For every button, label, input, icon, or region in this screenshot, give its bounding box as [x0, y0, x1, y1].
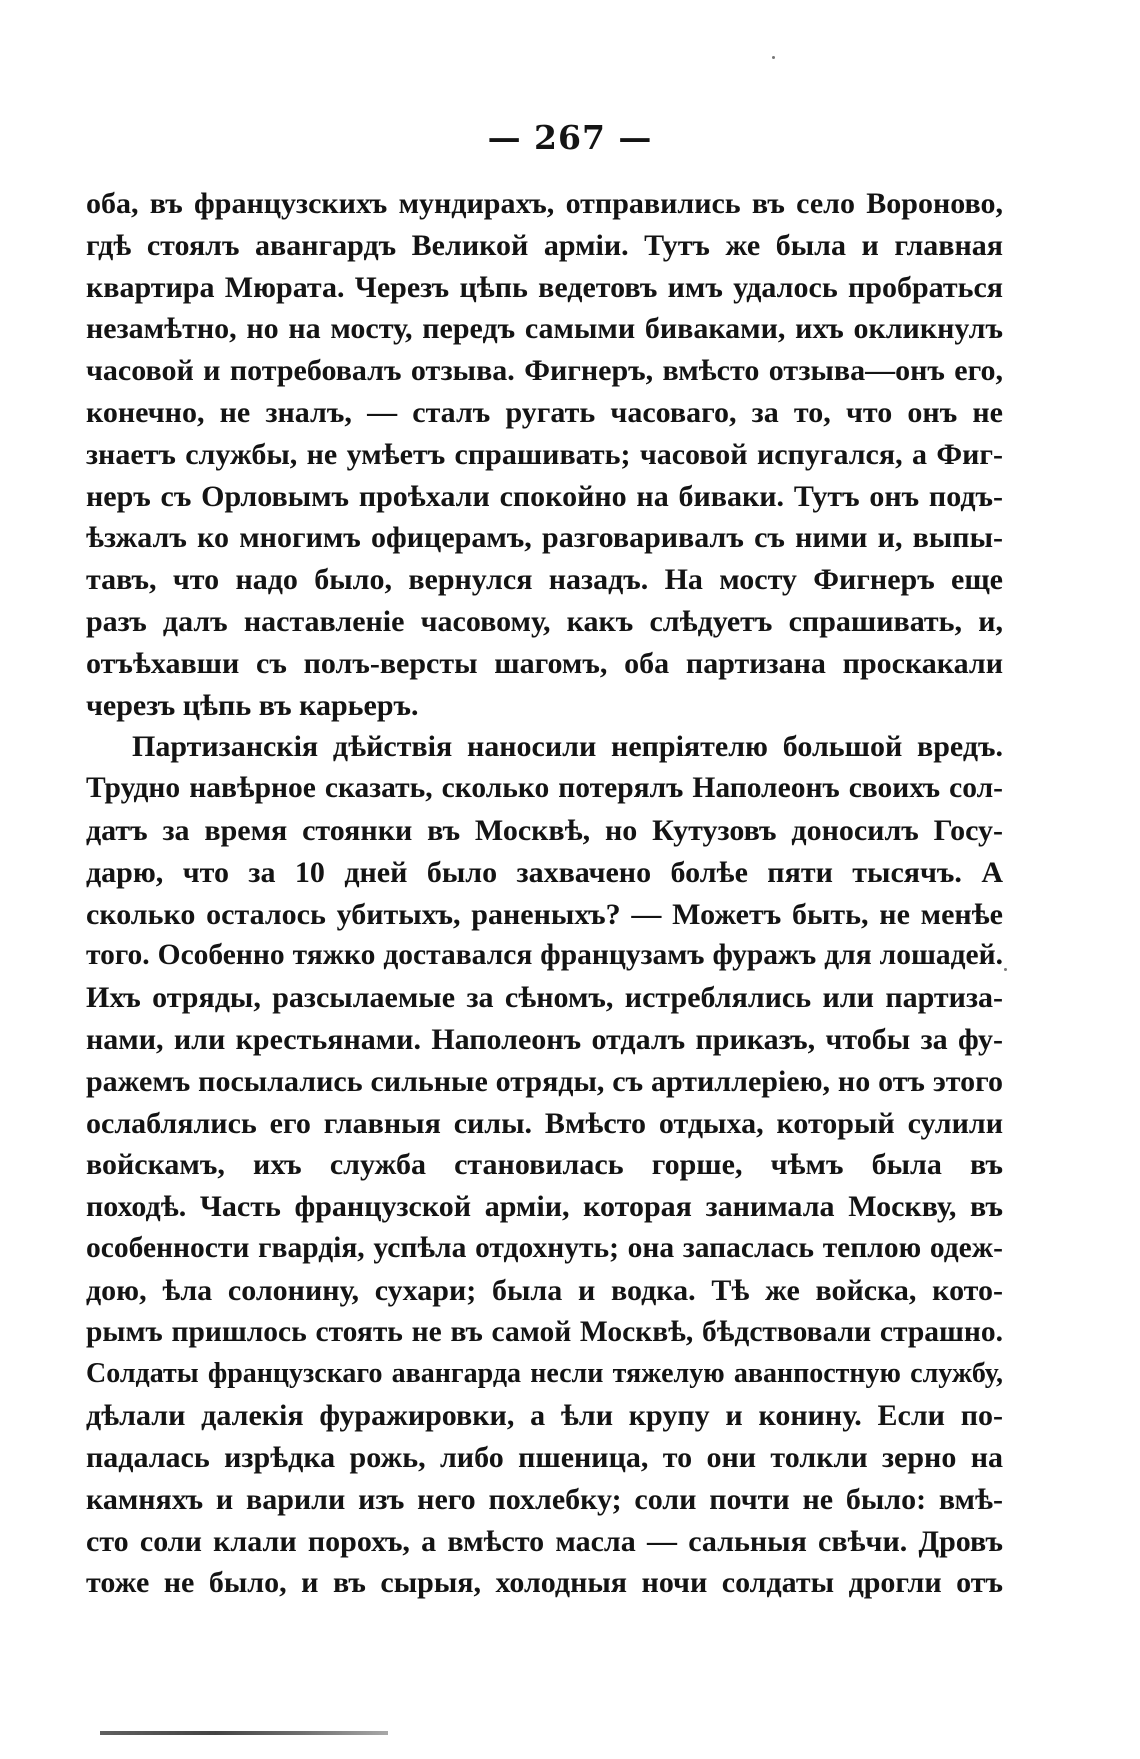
text-line: ѣзжалъ ко многимъ офицерамъ, разговаривалъ съ ними и, выпы-	[86, 521, 1003, 555]
text-line: особенности гвардія, успѣла отдохнуть; она запаслась теплою одеж-	[86, 1231, 1003, 1264]
body-text	[86, 183, 1003, 1604]
text-line: ражемъ посылались сильные отряды, съ артиллеріею, но отъ этого	[86, 1064, 1003, 1098]
text-line: войскамъ, ихъ служба становилась горше, чѣмъ была въ	[86, 1148, 1003, 1182]
text-line: Солдаты французскаго авангарда несли тяжелую аванпостную службу,	[86, 1358, 1003, 1390]
print-speck	[1004, 968, 1007, 971]
paragraph-2	[86, 726, 1003, 1604]
text-line: походѣ. Часть французской арміи, которая занимала Москву, въ	[86, 1190, 1003, 1224]
text-line: падалась изрѣдка рожь, либо пшеница, то они толкли зерно на	[86, 1440, 1003, 1474]
text-line: гдѣ стоялъ авангардъ Великой арміи. Тутъ же была и главная	[86, 228, 1003, 262]
text-line: ослаблялись его главныя силы. Вмѣсто отдыха, который сулили	[86, 1106, 1003, 1140]
text-line: разъ далъ наставленіе часовому, какъ слѣдуетъ спрашивать, и,	[86, 604, 1003, 638]
text-line: дою, ѣла солонину, сухари; была и водка. Тѣ же войска, кото-	[86, 1273, 1003, 1307]
text-line: часовой и потребовалъ отзыва. Фигнеръ, вмѣсто отзыва—онъ его,	[86, 354, 1003, 388]
text-line: датъ за время стоянки въ Москвѣ, но Кутузовъ доносилъ Госу-	[86, 813, 1003, 847]
text-line: камняхъ и варили изъ него похлебку; соли почти не было: вмѣ-	[86, 1482, 1003, 1516]
text-line: Партизанскія дѣйствія наносили непріятелю большой вредъ.	[132, 730, 1003, 764]
text-line: тавъ, что надо было, вернулся назадъ. На мосту Фигнеръ еще	[86, 563, 1003, 597]
print-speck	[772, 56, 775, 59]
text-line: неръ съ Орловымъ проѣхали спокойно на биваки. Тутъ онъ подъ-	[86, 479, 1003, 513]
text-line: сто соли клали порохъ, а вмѣсто масла — сальныя свѣчи. Дровъ	[86, 1524, 1003, 1558]
text-line: Ихъ отряды, разсылаемые за сѣномъ, истреблялись или партиза-	[86, 981, 1003, 1015]
text-line: знаетъ службы, не умѣетъ спрашивать; часовой испугался, а Фиг-	[86, 437, 1003, 471]
text-line: черезъ цѣпь въ карьеръ.	[86, 688, 419, 722]
text-line: квартира Мюрата. Черезъ цѣпь ведетовъ имъ удалось пробраться	[86, 270, 1003, 304]
page-number: — 267 —	[487, 118, 653, 157]
text-line: дарю, что за 10 дней было захвачено болѣе пяти тысячъ. А	[86, 855, 1003, 889]
text-line: конечно, не зналъ, — сталъ ругать часоваго, за то, что онъ не	[86, 395, 1003, 429]
paragraph-1	[86, 183, 1003, 726]
text-line: дѣлали далекія фуражировки, а ѣли крупу и конину. Если по-	[86, 1399, 1003, 1433]
text-line: незамѣтно, но на мосту, передъ самыми биваками, ихъ окликнулъ	[86, 312, 1003, 346]
text-line: рымъ пришлось стоять не въ самой Москвѣ, бѣдствовали страшно.	[86, 1315, 1003, 1348]
text-line: отъѣхавши съ полъ-версты шагомъ, оба партизана проскакали	[86, 646, 1003, 680]
text-line: оба, въ французскихъ мундирахъ, отправились въ село Вороново,	[86, 187, 1003, 220]
text-line: того. Особенно тяжко доставался французамъ фуражъ для лошадей.	[86, 939, 1003, 972]
text-line: Трудно навѣрное сказать, сколько потерялъ Наполеонъ своихъ сол-	[86, 772, 1003, 805]
text-line: тоже не было, и въ сырыя, холодныя ночи солдаты дрогли отъ	[86, 1566, 1003, 1600]
bottom-print-mark	[100, 1731, 388, 1735]
text-line: нами, или крестьянами. Наполеонъ отдалъ приказъ, чтобы за фу-	[86, 1022, 1003, 1056]
text-line: сколько осталось убитыхъ, раненыхъ? — Можетъ быть, не менѣе	[86, 897, 1003, 931]
